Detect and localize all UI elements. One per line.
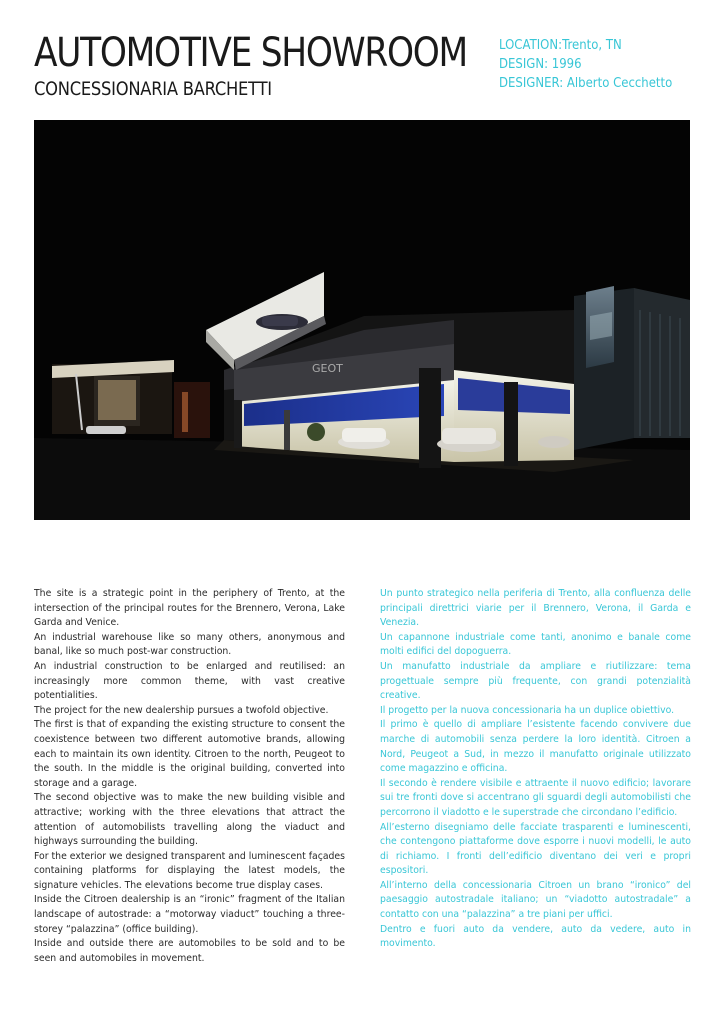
it-paragraph: Il secondo è rendere visibile e attraente il nuovo edificio; lavorare sui tre fronti dove si accentrano gli sguardi degli automobilisti che percorrono il viadotto e le superstrade che circondano l’edificio. [380,777,691,818]
it-paragraph: Un punto strategico nella periferia di Trento, alla confluenza delle principali direttrici viarie per il Brennero, Verona, il Garda e Venezia. [380,588,691,629]
design-year-label: DESIGN: 1996 [499,57,582,72]
en-paragraph: An industrial warehouse like so many others, anonymous and banal, like so much post-war construction. [34,631,345,658]
en-paragraph: For the exterior we designed transparent and luminescent façades containing platforms for displaying the latest models, the signature vehicles. The elevations become true display cases. [34,850,345,891]
en-paragraph: The first is that of expanding the existing structure to consent the coexistence between two different automotive brands, allowing each to maintain its own identity. Citroen to the north, Peugeot to the south. In the middle is the original building, converted into storage and a garage. [34,719,345,789]
english-text-column [34,587,345,966]
en-paragraph: Inside the Citroen dealership is an “ironic” fragment of the Italian landscape of autostrade: a “motorway viaduct” touching a three-storey “palazzina” (office building). [34,894,345,935]
designer-label: DESIGNER: Alberto Cecchetto [499,76,673,91]
en-paragraph: The site is a strategic point in the periphery of Trento, at the intersection of the principal routes for the Brennero, Verona, Lake Garda and Venice. [34,588,345,629]
showroom-photo [34,120,690,520]
building-sign-text: GEOT [312,362,343,375]
en-paragraph: The project for the new dealership pursues a twofold objective. [34,704,329,716]
en-paragraph: An industrial construction to be enlarged and reutilised: an increasingly more common theme, with vast creative potentialities. [34,660,345,702]
italian-text-column [380,587,691,952]
it-paragraph: All’esterno disegniamo delle facciate trasparenti e luminescenti, che contengono piattaforme dove esporre i nuovi modelli, le auto di richiamo. I fronti dell’edificio diventano dei veri e propri espositori. [380,821,691,877]
it-paragraph: Un capannone industriale come tanti, anonimo e banale come molti edifici del dopoguerra. [380,631,691,658]
it-paragraph: Un manufatto industriale da ampliare e riutilizzare: tema progettuale sempre più frequente, con grandi potenzialità creative. [380,660,691,702]
en-paragraph: The second objective was to make the new building visible and attractive; working with the three elevations that attract the attention of automobilists travelling along the viaduct and highways surrounding the building. [34,792,345,848]
night-building-illustration [34,120,690,520]
page-title: AUTOMOTIVE SHOWROOM [34,30,467,76]
project-meta [499,36,672,93]
location-label: LOCATION:Trento, TN [499,38,622,53]
en-paragraph: Inside and outside there are automobiles to be sold and to be seen and automobiles in movement. [34,938,345,964]
it-paragraph: Il primo è quello di ampliare l’esistente facendo convivere due marche di automobili senza perdere la loro identità. Citroen a Nord, Peugeot a Sud, in mezzo il manufatto originale utilizzato come magazzino e officina. [380,719,691,775]
it-paragraph: Dentro e fuori auto da vendere, auto da vedere, auto in movimento. [380,923,691,950]
it-paragraph: All’interno della concessionaria Citroen un brano “ironico” del paesaggio autostradale italiano; un “viadotto autostradale” a contatto con una “palazzina” a tre piani per uffici. [380,879,691,921]
it-paragraph: Il progetto per la nuova concessionaria ha un duplice obiettivo. [380,704,675,716]
page-subtitle: CONCESSIONARIA BARCHETTI [34,78,272,100]
